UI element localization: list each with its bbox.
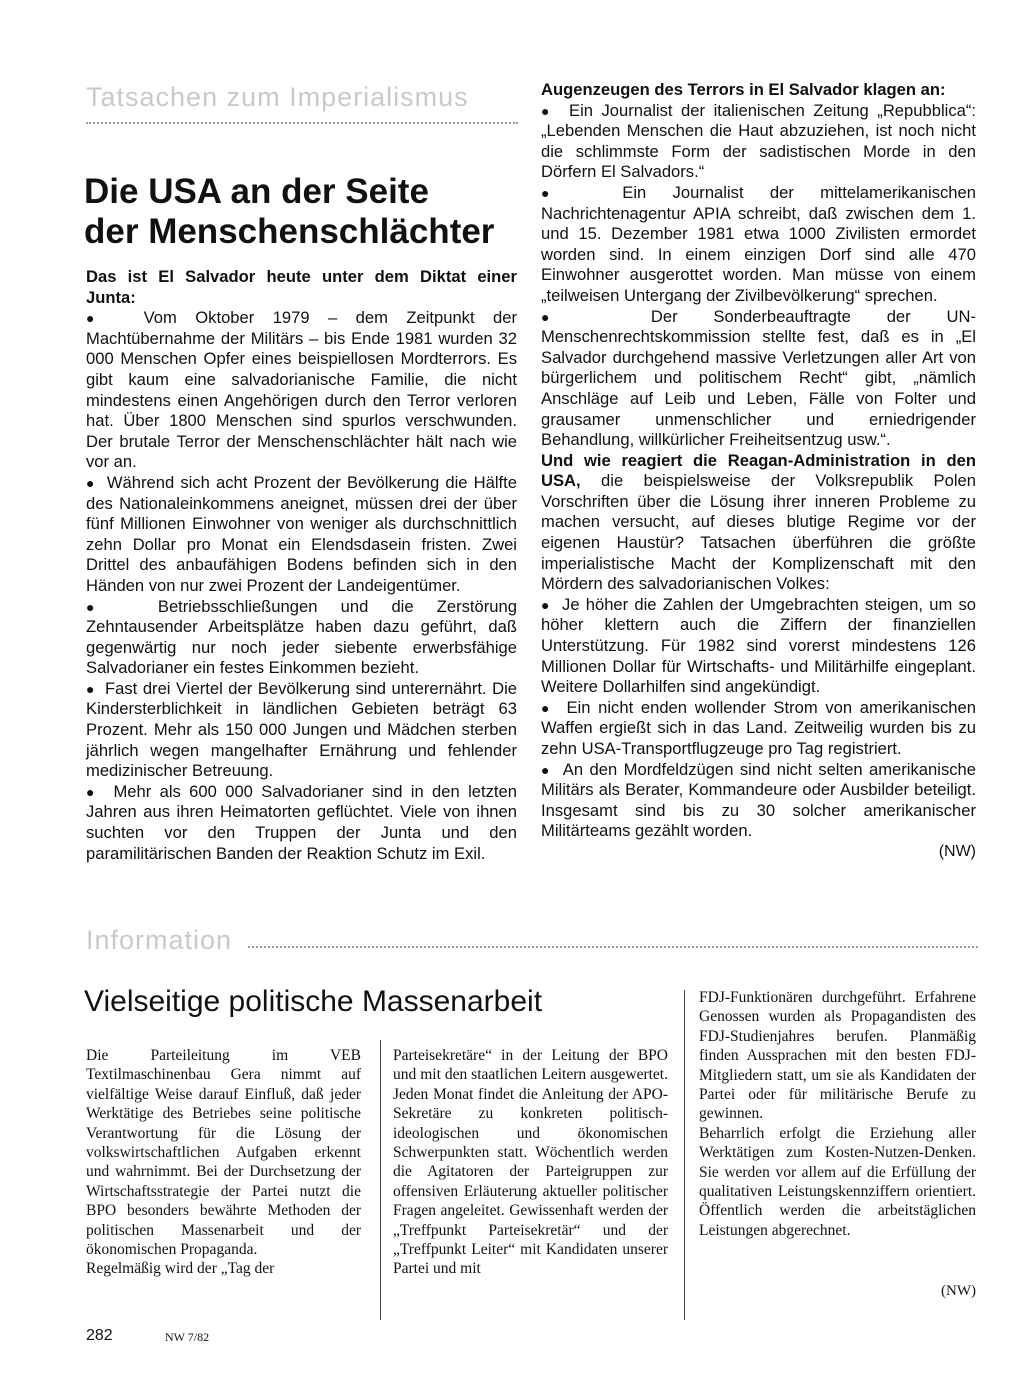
- headline-line-1: Die USA an der Seite: [84, 172, 429, 211]
- list-item: ● Betriebsschließungen und die Zerstörung Zehntausender Arbeitsplätze haben dazu geführt, daß gegenwärtig nur noch jeder siebente erwerbsfähige Salvadorianer ein festes Einkommen bezieht.: [86, 597, 517, 679]
- article2-headline: Vielseitige politische Massenarbeit: [84, 985, 543, 1018]
- list-item: ● Je höher die Zahlen der Umgebrachten steigen, um so höher klettern auch die Ziffern der finanziellen Unterstützung. Für 1982 sind vorerst mindestens 126 Millionen Dollar für Wirtschafts- und Militärhilfe eingeplant. Weitere Dollarhilfen sind angekündigt.: [541, 595, 976, 698]
- column-3: [699, 988, 976, 1240]
- list-item: ● Ein Journalist der mittelamerikanischen Nachrichtenagentur APIA schreibt, daß zwischen dem 1. und 15. Dezember 1981 etwa 1000 Zivilisten ermordet worden sind. In einem einzigen Dorf sind alle 470 Einwohner ausgerottet worden. Man müsse von einem „teilweisen Untergang der Zivilbevölkerung“ sprechen.: [541, 183, 976, 307]
- signature-nw-2: (NW): [941, 1283, 976, 1299]
- column-1-text: Die Parteileitung im VEB Textilmaschinenbau Gera nimmt auf vielfältige Weise darauf Einfluß, daß jeder Werktätige des Betriebes seine politische Verantwortung für die Lösung der volkswirtschaftlichen Aufgaben erkennt und wahrnimmt. Bei der Durchsetzung der Wirtschaftsstrategie der Partei nutzt die BPO besonders bewährte Methoden der politischen Massenarbeit und der ökonomischen Propaganda.: [86, 1047, 361, 1259]
- column-3-text-b: Beharrlich erfolgt die Erziehung aller Werktätigen zum Kosten-Nutzen-Denken. Sie werden vor allem auf die Erfüllung der qualitativen Leistungskennziffern orientiert. Öffentlich werden die arbeitstäglichen Leistungen abgerechnet.: [699, 1124, 976, 1239]
- list-item: ● Mehr als 600 000 Salvadorianer sind in den letzten Jahren aus ihren Heimatorten geflüchtet. Viele von ihnen suchten vor den Truppen der Junta und den paramilitärischen Banden der Reaktion Schutz im Exil.: [86, 782, 517, 864]
- list-item: ● Ein Journalist der italienischen Zeitung „Repubblica“: „Lebenden Menschen die Haut abzuziehen, ist noch nicht die schlimmste Form der sadistischen Morde in den Dörfern El Salvadors.“: [541, 101, 976, 183]
- list-item: ● Während sich acht Prozent der Bevölkerung die Hälfte des Nationaleinkommens aneignet, müssen drei der über fünf Millionen Einwohner von weniger als durchschnittlich zehn Dollar pro Monat ein Elendsdasein fristen. Zwei Drittel des anbaufähigen Bodens befinden sich in den Händen von nur zwei Prozent der Landeigentümer.: [86, 473, 517, 597]
- right-column: [541, 80, 976, 863]
- headline-line-2: der Menschenschlächter: [84, 212, 495, 251]
- reaction-text: die beispielsweise der Volksrepublik Polen Vorschriften über die Lösung ihrer inneren Probleme zu machen versucht, auf dieses blutige Regime vor der eigenen Haustür? Tatsachen überführen die größte imperialistische Macht der Komplizenschaft mit den Mördern des salvadorianischen Volkes:: [541, 471, 976, 594]
- column-2-text: Parteisekretäre“ in der Leitung der BPO und mit den staatlichen Leitern ausgewertet. Jeden Monat findet die Anleitung der APO-Sekretäre zu konkreten politisch-ideologischen und ökonomischen Schwerpunkten statt. Wöchentlich werden die Agitatoren der Parteigruppen zur offensiven Erläuterung aktueller politischer Fragen angeleitet. Gewissenhaft werden der „Treffpunkt Parteisekretär“ und der „Treffpunkt Leiter“ mit Kandidaten unserer Partei und mit: [393, 1047, 668, 1278]
- information-rule: [248, 946, 978, 948]
- kicker-imperialismus: Tatsachen zum Imperialismus: [86, 82, 469, 112]
- list-item: ● Ein nicht enden wollender Strom von amerikanischen Waffen ergießt sich in das Land. Zeitweilig wurden bis zu zehn USA-Transportflugzeuge pro Tag registriert.: [541, 698, 976, 760]
- left-column: [86, 267, 517, 864]
- list-item: ● An den Mordfeldzügen sind nicht selten amerikanische Militärs als Berater, Kommandeure oder Ausbilder beteiligt. Insgesamt sind bis zu 30 solcher amerikanischer Militärteams gezählt worden.: [541, 760, 976, 842]
- reaction-paragraph: [541, 451, 976, 595]
- article-headline: [84, 172, 524, 252]
- column-1-tail: Regelmäßig wird der „Tag der: [86, 1260, 275, 1278]
- column-3-text: FDJ-Funktionären durchgeführt. Erfahrene Genossen wurden als Propagandisten des FDJ-Studienjahres berufen. Planmäßig finden Aussprachen mit den besten FDJ-Mitgliedern statt, um sie als Kandidaten der Partei oder für militärische Berufe zu gewinnen.: [699, 989, 976, 1123]
- column-divider-2: [684, 990, 685, 1320]
- list-item: ● Vom Oktober 1979 – dem Zeitpunkt der Machtübernahme der Militärs – bis Ende 1981 wurden 32 000 Menschen Opfer eines beispiellosen Mordterrors. Es gibt kaum eine salvadorianische Familie, die nicht mindestens einen Angehörigen durch den Terror verloren hat. Über 1800 Menschen sind spurlos verschwunden. Der brutale Terror der Menschenschlächter hält nach wie vor an.: [86, 308, 517, 473]
- right-heading: Augenzeugen des Terrors in El Salvador klagen an:: [541, 80, 946, 99]
- kicker-rule: [86, 122, 518, 124]
- intro-text: Das ist El Salvador heute unter dem Diktat einer Junta:: [86, 267, 517, 307]
- kicker-information: Information: [86, 925, 233, 955]
- list-item: ● Fast drei Viertel der Bevölkerung sind unterernährt. Die Kindersterblichkeit in ländlichen Gebieten beträgt 63 Prozent. Mehr als 150 000 Jungen und Mädchen sterben jährlich wegen mangelhafter Ernährung und fehlender medizinischer Betreuung.: [86, 679, 517, 782]
- page-number: 282: [86, 1327, 113, 1344]
- reaction-lead: Und wie reagiert die Reagan-Administration in den USA,: [541, 450, 976, 491]
- column-divider-1: [380, 1040, 381, 1320]
- column-2: [393, 1046, 668, 1279]
- column-1: [86, 1046, 361, 1279]
- issue-label: NW 7/82: [165, 1330, 210, 1344]
- list-item: ● Der Sonderbeauftragte der UN-Menschenrechtskommission stellte fest, daß es in „El Salvador durchgehend massive Verletzungen aller Art von bürgerlichem und politischem Recht“ gibt, „nämlich Anschläge auf Leib und Leben, Fälle von Folter und grausamer unmenschlicher und erniedrigender Behandlung, willkürlicher Freiheitsentzug usw.“.: [541, 307, 976, 451]
- signature-nw: (NW): [938, 842, 976, 860]
